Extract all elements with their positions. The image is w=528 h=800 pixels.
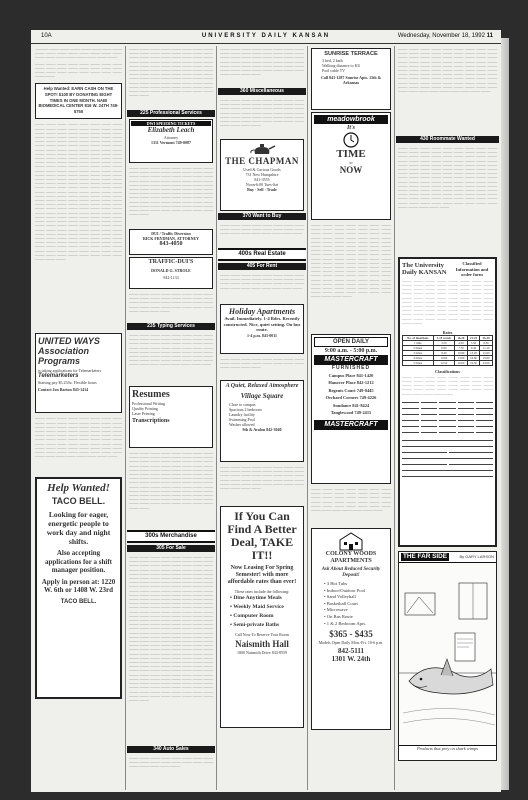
section-heading-real-estate: 400s Real Estate: [218, 248, 306, 261]
section-heading-misc: 360 Miscellaneous: [218, 88, 306, 95]
taco-bell-body: Looking for eager, energetic people to work day and night shifts.: [46, 510, 111, 547]
page-date: [398, 33, 493, 39]
classified-text-block: ——— ——— ——— ——— ——— ——— ——— ——— ——— ——— ——— ——— ——— ——— ——— ——— ——— ——— ——— ——— ——— ——— ——— ——— ——— ——— ——— ——— ——— ——— ——— ——— ——— ——— ——— ——— ——— ——— ——— ——— ——— ——— ——— ———: [220, 465, 304, 491]
paper-title: UNIVERSITY DAILY KANSAN: [201, 33, 331, 39]
nabi-ad-text: Help Wanted: EARN CASH ON THE SPOT! $100 BY DONATING EIGHT TIMES IN ONE MONTH. NABI BIOMEDICAL CENTER 816 W. 24TH 749-5750: [38, 86, 119, 114]
mastercraft-ad: [311, 334, 391, 484]
form-instructions: ——— ——— ——— ——— ——— ——— ——— ——— ——— ——— ——— ——— ——— ——— ——— ——— ——— ——— ——— ——— ——— ——— ——— ——— ——— ——— ——— ——— ——— ——— ——— ——— ——— ——— ——— ——— ——— ——— ——— ——— ——— ——— ——— ——— ——— ——— ——— ——— ——— ——— ——— ——— ——— ——— ——— ——— ——— ——— ——— ——— ——— ——— ——— ——— ——— ——— ——— ——— ——— ——— ——— ——— ——— ——— ——— ——— ——— ——— ——— ——— ——— ———: [402, 278, 493, 325]
form-field-line[interactable]: [402, 436, 493, 441]
sunrise-terrace-ad: [311, 48, 391, 110]
form-field-line[interactable]: [402, 454, 493, 459]
form-field-line[interactable]: [402, 442, 493, 447]
classified-text-block: ——— ——— ——— ——— ——— ——— ——— ——— ——— ——— ——— ——— ——— ——— ——— ——— ——— ——— ——— ——— ——— ——— ——— ——— ——— ——— ——— ——— ——— ——— ——— ——— ——— ——— ——— ——— ——— ——— ——— ——— ——— ——— ——— ——— ——— ——— ——— ——— ——— ——— ——— ——— ——— ——— ——— ——— ——— ——— ——— ——— ——— ——— ——— ——— ——— ——— ——— ——— ——— ——— ——— ——— ——— ——— ——— ——— ——— ——— ——— ——— ——— ——— ——— ——— ——— ——— ——— ——— ——— ———: [129, 47, 213, 98]
rates-cell: 4.50: [455, 340, 468, 345]
form-grid-row[interactable]: [402, 410, 493, 415]
column-3: [218, 46, 306, 790]
colony-brand: COLONY WOODS APARTMENTS: [325, 551, 377, 564]
united-ways-role: Telemarketers: [38, 373, 79, 380]
teapot-icon: [223, 142, 301, 156]
village-address: 9th & Avalon 842-3040: [242, 427, 282, 432]
building-icon: [314, 531, 388, 551]
chapman-address: 731 New Hampshire: [245, 172, 279, 177]
newspaper-page: [31, 30, 501, 792]
village-headline: A Quiet, Relaxed Atmosphere: [225, 383, 299, 389]
classified-text-block: ———— ——— ——— ——— ——— ——— ——— ——— ——— ——— ——— ——— ——— ——— ——— ——— ——— ——— ——— ——— ——— ——— ——— ——— ——— ——— ——— ——— ——— ——— ——— ——— ——— ——— ——— ——— ——— ——— ——— ——— ——— ——— ——— ——— ——— ——— ——— ——— ——— ———: [35, 47, 122, 79]
colony-item: • 1 & 2 Bedroom Apts.: [324, 620, 367, 626]
traffic-phone: 842-1133: [163, 275, 179, 280]
meadowbrook-to: to: [349, 160, 353, 165]
classified-text-block: ——— ——— ——— ——— ——— ——— ——— ——— ——— ——— ——— ——— ——— ——— ——— ——— ——— ——— ——— ——— ———: [129, 756, 213, 769]
sunrise-item: Walking distance to KU: [322, 63, 361, 68]
naismith-item: • Semi-private Baths: [230, 622, 280, 628]
rates-header-cell: 21-25: [467, 335, 480, 340]
classified-text-block: ——— ——— ——— ——— ——— ——— ——— ——— ——— ——— ——— ——— ——— ——— ——— ——— ——— ——— ——— ——— ——— ——— ——— ——— ——— ——— ——— ——— ——— ——— ——— ——— ——— ——— ——— ———: [129, 292, 213, 313]
rates-cell: 5 times: [403, 360, 434, 365]
better-deal-headline: If You Can Find A Better Deal, TAKE IT!!: [227, 509, 297, 562]
holiday-apartments-ad: [220, 304, 304, 354]
section-heading-want-to-buy: 370 Want to Buy: [218, 213, 306, 220]
united-ways-ad: [35, 333, 122, 413]
shark-cartoon-drawing: [399, 563, 497, 745]
classified-text-block: ——— ——— ——— ——— ——— ——— ——— ——— ——— ——— ——— ——— ——— ——— ——— ——— ——— ——— ——— ——— ——— ——— ——— ——— ——— ——— ——— ——— ——— ——— ——— ——— ——— ——— ——— ——— ——— ——— ——— ——— ——— ——— ——— ——— ——— ——— ——— ——— ——— ——— ——— ——— ——— ——— ——— ——— ——— ——— ——— ——— ——— ——— ——— ———: [129, 333, 213, 367]
classified-text-block: ——— ——— ——— ——— ——— ——— ——— ——— ——— ——— ——— ——— ——— ——— ——— ——— ——— ——— ——— ——— ——— ——— ——— ——— ——— ——— ——— ——— ——— ——— ——— ——— ——— ——— ——— ——— ——— ——— ——— ——— ——— ———: [311, 487, 391, 513]
village-brand: Village Square: [240, 392, 284, 400]
united-ways-pay: Starting pay $5.25/hr. Flexible hours: [38, 380, 97, 386]
form-grid-row[interactable]: [402, 404, 493, 409]
naismith-call: Call Now To Reserve Your Room: [235, 632, 289, 637]
colony-item-label: Indoor/Outdoor Pool: [326, 587, 366, 593]
resumes-item: Laser Printing: [132, 411, 155, 416]
form-grid-row[interactable]: [402, 398, 493, 403]
rates-cell: 2 times: [403, 345, 434, 350]
chapman-sub: Used & Curious Goods: [243, 167, 281, 172]
rates-header-cell: 16-20: [455, 335, 468, 340]
rates-cell: 13.60: [455, 355, 468, 360]
mastercraft-logo-bottom: MASTERCRAFT: [314, 420, 388, 430]
naismith-hall-ad: [220, 506, 304, 728]
dui-attorney: RICK FRYDMAN, ATTORNEY: [142, 236, 200, 241]
attorney-phone: 1311 Vermont 749-0087: [151, 140, 191, 145]
form-subtitle: Classified Information and order form: [455, 261, 489, 278]
dui-phone: 843-4050: [159, 241, 183, 247]
dui-diversion-ad: [129, 229, 213, 255]
classified-text-block: ——— ——— ——— ——— ——— ——— ——— ——— ——— ——— ——— ——— ——— ——— ——— ——— ——— ——— ——— ——— ——— ——— ——— ——— ——— ——— ——— ——— ——— ——— ——— ——— ——— ——— ——— ——— ——— ——— ——— ——— ——— ——— ——— ——— ——— ——— ——— ——— ——— ——— ——— ——— ——— ——— ——— ——— ——— ——— ——— ——— ——— ——— ——— ——— ——— ——— ——— ——— ——— ——— ——— ——— ——— ——— ——— ——— ——— ——— ——— ——— ——— ——— ——— ——— ——— ——— ——— ——— ——— ——— ——— ——— ——— ——— ——— ——— ——— ——— ——— ——— ——— ——— ——— ——— ——— ——— ——— ——— ——— ——— ——— ——— ——— ——— ——— ——— ——— ——— ——— ——— ——— ——— ——— ——— ——— ——— ——— ——— ——— ——— ——— ——— ——— ——— ——— ——— ——— ——— ——— ——— ——— ——— ——— ——— ——— ——— ——— ——— ——— ——— ——— ——— ——— ——— ——— ——— ——— ——— ——— ——— ——— ——— ——— ——— ——— ——— ——— ——— ——— ——— ——— ——— ——— ——— ——— ——— ——— ——— ——— ——— ——— ——— ——— ——— ——— ——— ——— ——— ——— ——— ——— ——— ——— ——— ——— ——— ——— ——— ——— ——— ——— ——— ——— ——— ——— ——— ——— ——— ——— ——— ——— ——— ——— ——— ——— ——— ——— ——— ——— ——— ——— ——— ——— ——— ——— ——— ——— ——— ——— ——— ——— ——— ——— ——— ——— ——— ——— ——— ——— ——— ——— ——— ——— ——— ——— ——— ——— ——— ——— ——— ——— ——— ——— ——— ——— ——— ——— ——— ——— ——— ——— ——— ——— ——— ——— ——— ——— ——— ——— ——— ——— ——— ——— ———: [129, 555, 213, 702]
rates-header-cell: 1-15 words: [433, 335, 455, 340]
leasing-text: Now Leasing For Spring Semester! with more affordable rates than ever!: [227, 565, 297, 585]
rates-cell: 7.70: [455, 345, 468, 350]
rates-cell: 5.50: [467, 340, 480, 345]
form-grid-row[interactable]: [402, 416, 493, 421]
sunrise-title: SUNRISE TERRACE: [324, 51, 378, 57]
colony-ask: Ask About Reduced Security Deposit!: [321, 567, 381, 578]
column-5: [396, 46, 499, 790]
colony-item-label: Microwave: [326, 607, 348, 613]
column-rule: [125, 46, 126, 790]
rates-cell: 19.60: [480, 355, 493, 360]
colony-item: • Basketball Court: [324, 600, 358, 606]
rates-cell: 4 times: [403, 355, 434, 360]
naismith-item-label: Computer Room: [233, 613, 274, 619]
clock-icon: [314, 132, 388, 148]
classified-text-block: ——— ——— ——— ——— ——— ——— ——— ——— ——— ——— ——— ——— ——— ——— ——— ——— ——— ——— ——— ——— ——— ——— ——— ——— ——— ——— ——— ——— ——— ——— ——— ——— ——— ——— ——— ——— ——— ——— ——— ——— ——— ——— ——— ——— ——— ——— ——— ——— ——— ——— ——— ——— ——— ——— ——— ——— ——— ——— ——— ——— ——— ——— ——— ——— ——— ——— ——— ——— ——— ——— ——— ——— ——— ——— ——— ——— ——— ——— ——— ——— ——— ——— ——— ——— ——— ——— ——— ——— ——— ———: [129, 166, 213, 217]
naismith-brand: Naismith Hall: [235, 639, 289, 649]
resumes-ad: [129, 386, 213, 448]
village-item: Laundry facility: [229, 412, 255, 417]
column-1: [33, 46, 124, 790]
colony-woods-ad: [311, 528, 391, 730]
rates-cell: 8.40: [433, 350, 455, 355]
mastercraft-location: Sundance 841-8424: [332, 402, 370, 408]
rates-cell: 6.00: [433, 345, 455, 350]
colony-phone: 842-5111: [337, 647, 365, 656]
rates-cell: 10.60: [433, 355, 455, 360]
rates-table: [402, 335, 493, 366]
attorney-title: Attorney: [163, 135, 179, 140]
classified-text-block: ——— ——— ——— ——— ——— ——— ——— ——— ——— ——— ——— ——— ——— ——— ——— ——— ——— ——— ——— ——— ——— ——— ——— ——— ——— ——— ——— ——— ——— ——— ——— ——— ——— ——— ——— ——— ——— ——— ——— ——— ——— ——— ——— ——— ——— ——— ——— ——— ——— ——— ——— ——— ——— ——— ——— ——— ——— ——— ——— ——— ——— ——— ——— ——— ——— ——— ——— ——— ——— ——— ——— ——— ——— ——— ——— ——— ——— ——— ——— ——— ——— ——— ——— ——— ——— ——— ——— ——— ——— ——— ——— ——— ——— ——— ——— ——— ——— ——— ——— ——— ——— ——— ——— ——— ——— ——— ——— ——— ——— ——— ——— ——— ——— ——— ——— ——— ——— ——— ——— ——— ——— ——— ———: [311, 223, 391, 299]
rates-cell: 1 time: [403, 340, 434, 345]
naismith-item-label: Semi-private Baths: [233, 622, 280, 628]
rates-cell: 3.50: [433, 340, 455, 345]
united-ways-sub: is taking applications for Telemarketers: [38, 368, 102, 374]
taco-bell-footer-logo: TACO BELL.: [60, 598, 97, 605]
colony-item: • Indoor/Outdoor Pool: [324, 587, 366, 593]
rates-cell: 13.20: [467, 350, 480, 355]
sunrise-item: 3 bed, 2 bath: [322, 58, 343, 63]
united-ways-contact: Contact Jon Barton 843-1414: [38, 387, 89, 393]
date-text: Wednesday, November 18, 1992: [397, 33, 485, 39]
meadowbrook-now: NOW: [339, 165, 363, 175]
classifications-list: ——— ——— ——— ——— ——— ——— ——— ——— ——— ——— ——— ——— ——— ——— ——— ——— ——— ——— ——— ——— ——— ——— ——— ——— ——— ——— ——— ——— ——— ——— ——— ——— ——— ——— ——— ——— ———: [402, 374, 493, 396]
holiday-phone: 1-4 p.m. 843-0011: [247, 332, 277, 338]
village-item: Swimming Pool: [229, 417, 255, 422]
taco-bell-logo: TACO BELL.: [51, 496, 106, 507]
open-hours: 9:00 a.m. - 5:00 p.m.: [324, 348, 378, 354]
mastercraft-furnished: FURNISHED: [331, 365, 371, 371]
far-side-title: THE FAR SIDE: [403, 553, 448, 560]
traffic-title: TRAFFIC-DUI'S: [148, 259, 194, 265]
form-field-line[interactable]: [402, 472, 493, 477]
column-rule: [307, 46, 308, 790]
taco-bell-headline: Help Wanted!: [47, 482, 110, 495]
colony-price: $365 - $435: [329, 629, 373, 640]
classified-text-block: ——— ——— ——— ——— ——— ——— ——— ——— ——— ——— ——— ——— ——— ——— ——— ——— ——— ——— ——— ——— ——— ——— ——— ——— ——— ——— ——— ——— ——— ——— ——— ——— ——— ——— ——— ——— ——— ——— ——— ——— ——— ——— ——— ——— ——— ——— ——— ——— ——— ——— ——— ——— ——— ——— ——— ——— ——— ——— ——— ——— ——— ——— ——— ——— ——— ——— ——— ——— ——— ——— ——— ——— ——— ——— ——— ——— ——— ——— ——— ——— ——— ——— ——— ——— ——— ——— ——— ——— ——— ——— ——— ——— ——— ——— ——— ——— ——— ——— ——— ——— ——— ——— ——— ——— ——— ——— ——— ——— ——— ——— ——— ——— ——— ——— ——— ——— ——— ——— ——— ——— ——— ——— ——— ——— ——— ——— ——— ——— ——— ——— ———: [398, 146, 497, 209]
far-side-header: [399, 552, 496, 563]
colony-item-label: On Bus Route: [326, 613, 353, 619]
chapman-brand: THE CHAPMAN: [225, 156, 299, 166]
contact-fields[interactable]: [402, 436, 493, 477]
far-side-cartoon: [398, 551, 497, 761]
rates-cell: 9.40: [467, 345, 480, 350]
rates-cell: 15.60: [480, 350, 493, 355]
section-heading-merchandise: 300s Merchandise: [127, 530, 215, 543]
form-header: [402, 261, 493, 278]
classified-text-block: ——— ——— ——— ——— ——— ——— ——— ——— ——— ——— ——— ——— ——— ——— ——— ——— ——— ——— ——— ——— ——— ——— ——— ——— ——— ——— ——— ——— ——— ——— ——— ——— ——— ——— ——— ——— ——— ——— ——— ——— ——— ——— ——— ——— ——— ——— ——— ——— ——— ——— ——— ———: [220, 98, 304, 128]
far-side-caption: Products that prey on shark wimps: [399, 745, 496, 752]
village-item: Close to campus: [229, 402, 256, 407]
mastercraft-logo: MASTERCRAFT: [314, 355, 388, 365]
rates-header-cell: 26-30: [480, 335, 493, 340]
dui-title: DUI / Traffic Diversion: [151, 231, 191, 236]
meadowbrook-ad: [311, 112, 391, 220]
form-field-line[interactable]: [402, 448, 493, 453]
section-heading-roommate: 430 Roommate Wanted: [396, 136, 499, 143]
rates-cell: 10.80: [455, 350, 468, 355]
sunrise-item: Pool cable TV: [322, 68, 346, 73]
attorney-name: Elizabeth Leach: [147, 126, 195, 134]
section-heading-for-sale: 305 For Sale: [127, 545, 215, 552]
naismith-address: 1800 Naismith Drive 843-8559: [236, 650, 288, 655]
colony-item: • 3 Hot Tubs: [324, 581, 348, 586]
kansan-order-form: [398, 257, 497, 547]
column-2: [127, 46, 215, 790]
naismith-item: • Computer Room: [230, 613, 274, 619]
paper-stack-edge: [501, 38, 509, 790]
includes-text: These rates include the following:: [234, 589, 290, 594]
holiday-brand: Holiday Apartments: [228, 307, 296, 316]
classified-text-block: ——— ——— ——— ——— ——— ——— ——— ——— ——— ——— ——— ——— ——— ——— ——— ——— ——— ——— ——— ——— ——— ——— ——— ——— ——— ——— ——— ——— ——— ——— ——— ——— ——— ——— ——— ——— ——— ——— ——— ——— ——— ——— ——— ——— ——— ——— ——— ——— ——— ——— ——— ———: [220, 47, 304, 77]
rates-title: Rates: [442, 329, 453, 335]
naismith-item: • Dine Anytime Meals: [230, 595, 282, 601]
colony-item-label: 3 Hot Tubs: [326, 581, 348, 586]
form-brand: The University Daily KANSAN: [402, 262, 447, 277]
rates-body: [403, 340, 493, 365]
resumes-title: Resumes: [132, 389, 170, 400]
classified-text-block: ——— ——— ——— ——— ——— ——— ——— ——— ——— ——— ——— ——— ——— ——— ——— ——— ——— ——— ——— ——— ——— ——— ——— ——— ——— ——— ——— ——— ——— ——— ——— ——— ——— ——— ——— ——— ——— ——— ——— ——— ——— ——— ——— ——— ——— ——— ——— ——— ——— ——— ——— ——— ——— ——— ——— ——— ——— ——— ——— ——— ——— ——— ——— ——— ——— ——— ——— ——— ——— ——— ——— ——— ——— ——— ——— ——— ——— ——— ——— ——— ——— ——— ——— ——— ——— ——— ——— ——— ——— ——— ——— ——— ——— ——— ——— ——— ——— ——— ——— ——— ——— ——— ——— ——— ——— ———: [129, 451, 213, 510]
naismith-item: • Weekly Maid Service: [230, 604, 284, 610]
village-square-ad: [220, 380, 304, 462]
rates-cell: 12.50: [433, 360, 455, 365]
column-rule: [394, 46, 395, 790]
rates-cell: 6.50: [480, 340, 493, 345]
form-field-line[interactable]: [402, 460, 493, 465]
attorney-ad: [129, 119, 213, 163]
meadowbrook-time: TIME: [336, 148, 366, 160]
naismith-item-label: Weekly Maid Service: [233, 604, 284, 610]
taco-bell-ad: [35, 477, 122, 699]
colony-item-label: 1 & 2 Bedroom Apts.: [326, 620, 367, 626]
chapman-hours: Noon-6:00 Tues-Sat: [245, 182, 279, 187]
classifications-title: Classifications: [435, 368, 460, 374]
section-heading-typing: 235 Typing Services: [127, 323, 215, 330]
mastercraft-location: Hanover Place 842-1212: [328, 380, 374, 386]
colony-hours: Models Open Daily Mon.-Fri. 10-6 p.m.: [318, 640, 384, 646]
page-header: [31, 30, 501, 44]
far-side-byline: By GARY LARSON: [459, 553, 494, 559]
section-heading-professional: 225 Professional Services: [127, 110, 215, 117]
mastercraft-location: Tanglewood 749-2415: [330, 410, 372, 416]
column-4: [309, 46, 393, 790]
rates-header-cell: No. of Insertions: [403, 335, 434, 340]
page-number-right: 11: [486, 33, 493, 39]
far-side-illustration: [399, 563, 496, 745]
column-rule: [216, 46, 217, 790]
rates-cell: 16.60: [467, 355, 480, 360]
classified-text-block: ——— ——— ——— ——— ——— ——— ——— ——— ——— ——— ——— ——— ——— ——— ——— ——— ——— ——— ——— ——— ——— ——— ——— ——— ——— ——— ——— ——— ——— ——— ——— ——— ——— ——— ——— ——— ——— ——— ——— ——— ——— ——— ——— ——— ——— ——— ——— ——— ——— ——— ——— ——— ——— ——— ——— ——— ——— ——— ——— ——— ——— ——— ——— ——— ——— ——— ——— ——— ——— ——— ——— ——— ——— ——— ——— ——— ——— ——— ——— ———: [35, 416, 122, 459]
rates-cell: 11.10: [480, 345, 493, 350]
form-grid-row[interactable]: [402, 422, 493, 427]
colony-address: 1301 W. 24th: [331, 655, 371, 664]
classified-text-block: ——— ——— ——— ——— ——— ——— ——— ——— ——— ——— ——— ——— ——— ——— ——— ——— ——— ——— ——— ——— ——— ——— ——— ——— ——— ——— ——— ——— ——— ——— ——— ———: [220, 273, 304, 290]
colony-item-label: Basketball Court: [326, 600, 358, 606]
traffic-dui-ad: [129, 257, 213, 289]
ad-copy-grid[interactable]: [402, 398, 493, 433]
holiday-avail: Avail. Immediately. 1-4 Bdrs. Recently constructed. Nice, quiet setting. On bus route.: [223, 316, 301, 333]
rates-row: [403, 360, 493, 365]
section-heading-auto-sales: 340 Auto Sales: [127, 746, 215, 753]
taco-bell-manager: Also accepting applications for a shift manager position.: [45, 549, 112, 575]
resumes-item: Professional Writing: [132, 401, 165, 406]
colony-item: • Sand Volleyball: [324, 594, 356, 600]
mastercraft-location: Regents Court 749-0445: [328, 387, 374, 393]
chapman-phone: 841-3555: [254, 177, 270, 182]
form-field-line[interactable]: [402, 466, 493, 471]
classified-text-block: ——— ——— ——— ——— ——— ——— ——— ——— ——— ——— ——— ——— ——— ——— ——— ——— ——— ——— ——— ——— ——— ——— ——— ——— ——— ——— ——— ——— ——— ——— ——— ——— ——— ——— ——— ——— ——— ——— ——— ——— ——— ——— ——— ——— ——— ——— ——— ——— ——— ——— ——— ——— ——— ——— ——— ——— ——— ——— ——— ——— ——— ——— ——— ——— ——— ——— ——— ——— ——— ——— ——— ——— ——— ——— ——— ——— ——— ——— ——— ——— ——— ——— ——— ——— ——— ——— ——— ——— ——— ——— ——— ——— ——— ——— ——— ——— ——— ——— ——— ——— ——— ——— ——— ——— ——— ——— ——— ——— ——— ——— ——— ——— ——— ——— ——— ——— ——— ——— ——— ——— ——— ——— ——— ——— ——— ——— ——— ——— ——— ——— ——— ——— ——— ——— ——— ——— ——— ——— ——— ——— ——— ——— ——— ——— ——— ——— ——— ——— ——— ——— ——— ——— ——— ——— ——— ——— ——— ——— ——— ——— ——— ——— ——— ——— ——— ——— ——— ——— ——— ——— ——— ——— ——— ——— ——— ——— ——— ——— ——— ——— ——— ——— ——— ——— ——— ——— ——— ——— ——— ——— ——— ——— ——— ——— ——— ——— ——— ——— ——— ——— ——— ——— ——— ——— ——— ——— ——— ——— ——— ——— ——— ——— ——— ——— ——— ——— ——— ——— ——— ——— ——— ——— ——— ——— ——— ——— ——— ——— ——— ——— ——— ——— ——— ——— ——— ——— ——— ——— ——— ——— ——— ——— ——— ——— ——— ——— ——— ——— ——— ——— ——— ——— ——— ——— ——— ——— ——— ——— ———: [35, 122, 122, 261]
meadowbrook-its: It's: [346, 125, 355, 131]
nabi-ad: [35, 83, 122, 119]
meadowbrook-logo: meadowbrook: [314, 115, 388, 124]
resumes-item: Quality Printing: [132, 406, 158, 411]
village-item: Washer allowed: [229, 422, 255, 427]
open-daily: OPEN DAILY: [314, 337, 388, 347]
rates-cell: 16.00: [455, 360, 468, 365]
form-grid-row[interactable]: [402, 428, 493, 433]
section-heading-for-rent: 405 For Rent: [218, 263, 306, 270]
sunrise-phone: Call 841-1287 Sunrise Apts. 15th & Arkansas: [320, 75, 381, 85]
classified-text-block: ——— ——— ——— ——— ——— ——— ——— ——— ——— ——— ——— ——— ——— ——— ——— ——— ——— ——— ——— ——— ——— ——— ——— ———: [220, 223, 304, 236]
mastercraft-location: Campus Place 841-1420: [328, 373, 374, 378]
united-ways-logo: UNITED WAYS Association Programs: [38, 336, 100, 367]
rates-cell: 3 times: [403, 350, 434, 355]
chapman-tag: Buy · Sell · Trade: [247, 187, 277, 192]
colony-item: • On Bus Route: [324, 613, 353, 619]
classified-text-block: ——— ——— ——— ——— ——— ——— ——— ——— ——— ——— ——— ——— ——— ——— ——— ——— ——— ——— ——— ———: [220, 357, 304, 370]
chapman-ad: [220, 139, 304, 211]
traffic-name: DONALD G. STROLE: [151, 268, 191, 273]
village-item: Spacious 2 bedroom: [229, 407, 262, 412]
colony-item-label: Sand Volleyball: [326, 594, 356, 600]
taco-bell-apply: Apply in person at: 1220 W. 6th or 1408 W. 23rd: [41, 577, 116, 595]
rates-cell: 19.50: [467, 360, 480, 365]
attorney-ad-label: DWI SPEEDING TICKETS: [131, 121, 211, 126]
page-number-left: 10A: [41, 33, 52, 39]
transcriptions-title: Transcriptions: [132, 418, 170, 424]
classified-text-block: ——— ——— ——— ——— ——— ——— ——— ——— ——— ——— ——— ——— ——— ——— ——— ——— ——— ——— ——— ——— ——— ——— ——— ——— ——— ——— ——— ——— ——— ——— ——— ——— ——— ——— ——— ——— ——— ——— ——— ——— ——— ——— ——— ——— ——— ——— ——— ——— ——— ——— ——— ——— ——— ——— ——— ——— ——— ——— ——— ——— ——— ——— ——— ——— ——— ——— ——— ——— ——— ——— ——— ——— ——— ——— ——— ——— ——— ——— ——— ——— ——— ——— ——— ——— ——— ——— ——— ——— ——— ——— ——— ——— ——— ——— ——— ——— ——— ——— ———: [398, 47, 497, 94]
mastercraft-location: Orchard Corners 749-4226: [325, 395, 377, 401]
naismith-item-label: Dine Anytime Meals: [233, 595, 282, 601]
colony-item: • Microwave: [324, 607, 348, 613]
rates-cell: 23.00: [480, 360, 493, 365]
